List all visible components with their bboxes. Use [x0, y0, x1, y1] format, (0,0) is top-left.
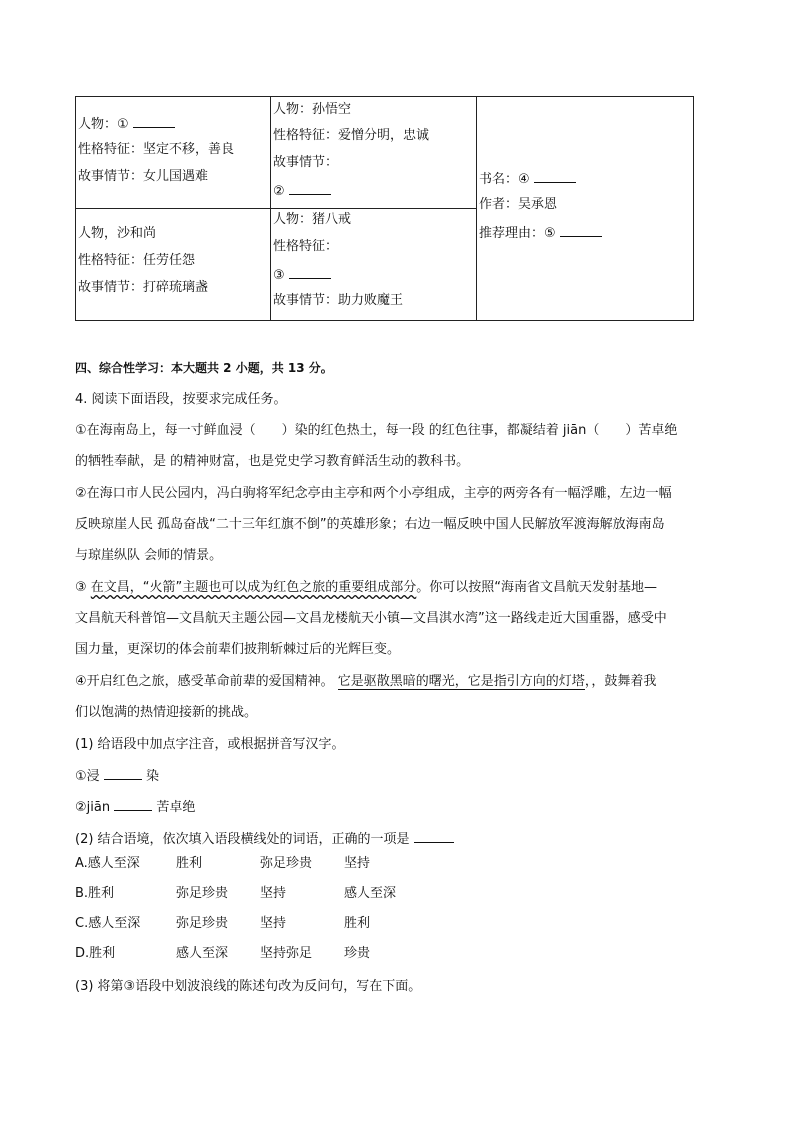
- cell-sun-wukong: [270, 96, 477, 209]
- c3-plot: 故事情节：打碎琉璃盏: [78, 280, 209, 295]
- option-a-w4: 坚持: [344, 856, 371, 871]
- question-3: (3) 将第③语段中划波浪线的陈述句改为反问句，写在下面。: [75, 979, 422, 994]
- option-c-w2: 弥足珍贵: [176, 916, 229, 931]
- blank-5[interactable]: [560, 224, 602, 237]
- p4-b: ，，鼓舞着我: [584, 674, 657, 689]
- book-label: 书名：④: [479, 172, 530, 187]
- c2-blank-num: ②: [273, 184, 285, 199]
- p3-line2: 文昌航天科普馆—文昌航天主题公园—文昌龙楼航天小镇—文昌淇水湾”这一路线走近大国重器，感受中: [75, 611, 667, 626]
- option-d-w3: 坚持弥足: [260, 946, 313, 961]
- blank-1[interactable]: [133, 115, 175, 128]
- p4-line1: [75, 673, 656, 691]
- blank-3[interactable]: [289, 266, 331, 279]
- author-line: 作者：吴承恩: [479, 197, 558, 212]
- c4-person: 人物：猪八戒: [273, 212, 352, 227]
- p3-line3: 国力量，更深切的体会前辈们披荆斩棘过后的光辉巨变。: [75, 642, 401, 657]
- c1-trait: 性格特征：坚定不移，善良: [78, 142, 235, 157]
- option-b-w4: 感人至深: [344, 886, 397, 901]
- section-title: 四、综合性学习：本大题共 2 小题，共 13 分。: [75, 361, 333, 375]
- option-c-w4: 胜利: [344, 916, 371, 931]
- q1-b-after: 苦卓绝: [156, 800, 196, 815]
- p3-line1: [75, 579, 657, 597]
- option-c-w3: 坚持: [260, 916, 287, 931]
- cell-book-info: [476, 96, 694, 321]
- q1-b: [75, 798, 195, 817]
- option-d-w4: 珍贵: [344, 946, 371, 961]
- q1-a-blank[interactable]: [104, 767, 142, 780]
- blank-2[interactable]: [289, 182, 331, 195]
- p4-a: ④开启红色之旅，感受革命前辈的爱国精神。: [75, 674, 334, 689]
- q1-b-label: ②jiān: [75, 800, 111, 815]
- option-a-w2: 胜利: [176, 856, 203, 871]
- character-table: [75, 96, 694, 321]
- option-a-w3: 弥足珍贵: [260, 856, 313, 871]
- p4-line2: 们以饱满的热情迎接新的挑战。: [75, 705, 258, 720]
- c4-trait: 性格特征：: [273, 239, 339, 254]
- cell-sha-heshang: [75, 208, 271, 321]
- p1-line2: 的牺牲奉献，是 的精神财富，也是党史学习教育鲜活生动的教科书。: [75, 454, 470, 469]
- cell-zhu-bajie: [270, 208, 477, 321]
- p2-line2: 反映琼崖人民 孤岛奋战“二十三年红旗不倒”的英雄形象；右边一幅反映中国人民解放军渡海解放海南岛: [75, 517, 665, 532]
- p1-line1: ①在海南岛上，每一寸鲜血浸（ ）染的红色热土，每一段 的红色往事，都凝结着 jiān（ ）苦卓绝: [75, 423, 678, 438]
- q1-a-label: ①浸: [75, 769, 100, 784]
- q1-b-blank[interactable]: [114, 798, 152, 811]
- q1-a-after: 染: [145, 769, 159, 784]
- option-b-w2: 弥足珍贵: [176, 886, 229, 901]
- c1-person: 人物：①: [78, 117, 129, 132]
- q1-a: [75, 767, 159, 786]
- option-d-label: D.胜利: [75, 946, 116, 961]
- c4-plot: 故事情节：助力败魔王: [273, 293, 404, 308]
- option-d-w2: 感人至深: [176, 946, 229, 961]
- p4-underlined: 它是驱散黑暗的曙光，它是指引方向的灯塔: [337, 674, 585, 689]
- p3-num: ③: [75, 580, 91, 595]
- question-2: [75, 830, 454, 849]
- p3-wavy-sentence: 在文昌，“火箭”主题也可以成为红色之旅的重要组成部分: [90, 580, 417, 595]
- option-b-label: B.胜利: [75, 886, 115, 901]
- option-c-label: C.感人至深: [75, 916, 141, 931]
- c4-blank-num: ③: [273, 268, 285, 283]
- blank-4[interactable]: [534, 170, 576, 183]
- reason-label: 推荐理由：⑤: [479, 226, 556, 241]
- c3-person: 人物，沙和尚: [78, 226, 157, 241]
- c2-person: 人物：孙悟空: [273, 102, 352, 117]
- option-a-label: A.感人至深: [75, 856, 140, 871]
- p3-rest: 。你可以按照“海南省文昌航天发射基地—: [416, 580, 658, 595]
- q2-text: (2) 结合语境，依次填入语段横线处的词语，正确的一项是: [75, 832, 410, 847]
- c2-trait: 性格特征：爱憎分明，忠诚: [273, 128, 430, 143]
- question-1: (1) 给语段中加点字注音，或根据拼音写汉字。: [75, 737, 345, 752]
- option-b-w3: 坚持: [260, 886, 287, 901]
- c1-plot: 故事情节：女儿国遇难: [78, 169, 209, 184]
- c2-plot: 故事情节：: [273, 155, 339, 170]
- cell-tang-seng: [75, 96, 271, 209]
- q2-blank[interactable]: [414, 830, 454, 843]
- p2-line1: ②在海口市人民公园内，冯白驹将军纪念亭由主亭和两个小亭组成，主亭的两旁各有一幅浮雕，左边一幅: [75, 486, 672, 501]
- q4-title: 4. 阅读下面语段，按要求完成任务。: [75, 392, 287, 407]
- p2-line3: 与琼崖纵队 会师的情景。: [75, 548, 223, 563]
- c3-trait: 性格特征：任劳任怨: [78, 253, 196, 268]
